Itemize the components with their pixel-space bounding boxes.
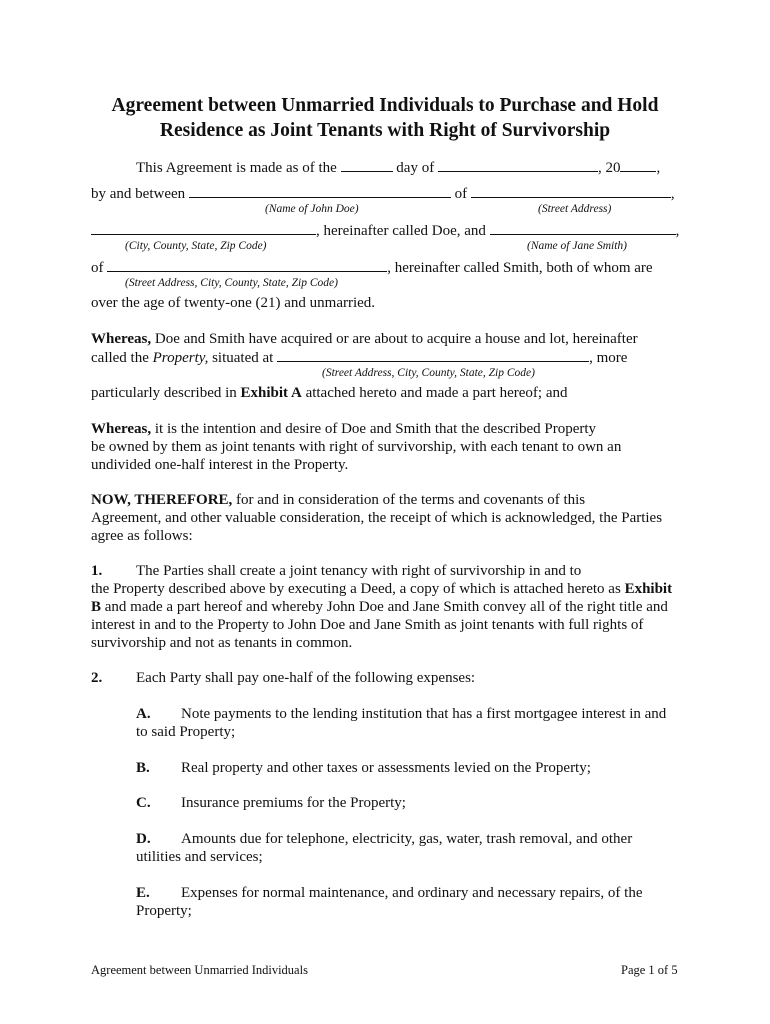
whereas-1-line-3 bbox=[91, 385, 568, 402]
day-blank[interactable] bbox=[341, 159, 393, 172]
now-therefore-line-1 bbox=[91, 492, 585, 509]
whereas-1-text: , more bbox=[589, 350, 628, 366]
whereas-2-text: it is the intention and desire of Doe and Smith that the described Property bbox=[151, 421, 597, 437]
comma: , bbox=[675, 223, 680, 239]
label-city-county-state-zip: (City, County, State, Zip Code) bbox=[125, 240, 267, 252]
whereas-1-text: Doe and Smith have acquired or are about to acquire a house and lot, hereinafter bbox=[151, 331, 638, 347]
whereas-1-text: situated at bbox=[208, 350, 274, 366]
item-d-line-1: Amounts due for telephone, electricity, gas, water, trash removal, and other bbox=[181, 831, 633, 847]
item-e-line-2: Property; bbox=[136, 903, 192, 919]
document-title-line-1: Agreement between Unmarried Individuals to Purchase and Hold bbox=[111, 95, 659, 116]
item-a-line-1: Note payments to the lending institution that has a first mortgagee interest in and bbox=[181, 706, 667, 722]
whereas-1-line-2 bbox=[91, 349, 627, 367]
now-therefore-line-3: agree as follows: bbox=[91, 528, 193, 544]
exhibit-term: Exhibit bbox=[624, 581, 673, 597]
item-c-line-1: Insurance premiums for the Property; bbox=[181, 795, 406, 811]
smith-address-blank[interactable] bbox=[107, 259, 387, 272]
by-and-between-line bbox=[91, 185, 675, 203]
city-line bbox=[91, 222, 679, 240]
hereinafter-doe-text: , hereinafter called Doe, and bbox=[316, 223, 486, 239]
item-a-line-2: to said Property; bbox=[136, 724, 236, 740]
footer-title: Agreement between Unmarried Individuals bbox=[91, 963, 308, 977]
over-age-text: over the age of twenty-one (21) and unmarried. bbox=[91, 295, 376, 311]
by-and-between-text: by and between bbox=[91, 186, 186, 202]
section-2-text: Each Party shall pay one-half of the following expenses: bbox=[136, 670, 476, 686]
month-blank[interactable] bbox=[438, 159, 598, 172]
hereinafter-smith-text: , hereinafter called Smith, both of whom are bbox=[387, 260, 653, 276]
jane-smith-name-blank[interactable] bbox=[490, 222, 676, 235]
year-suffix-text: , bbox=[656, 160, 661, 176]
made-as-of-text: This Agreement is made as of the bbox=[136, 160, 337, 176]
section-2-number: 2. bbox=[91, 670, 103, 686]
year-prefix-text: , 20 bbox=[597, 160, 621, 176]
whereas-2-line-3: undivided one-half interest in the Property. bbox=[91, 457, 349, 473]
whereas-2-lead: Whereas, bbox=[91, 421, 152, 437]
item-c-letter: C. bbox=[136, 795, 151, 811]
section-1-line-1: The Parties shall create a joint tenancy with right of survivorship in and to bbox=[136, 563, 582, 579]
section-1-line-5: survivorship and not as tenants in common. bbox=[91, 635, 353, 651]
label-name-jane-smith: (Name of Jane Smith) bbox=[527, 240, 627, 252]
john-doe-name-blank[interactable] bbox=[189, 185, 451, 198]
exhibit-b-term: B bbox=[91, 599, 102, 615]
day-of-text: day of bbox=[396, 160, 435, 176]
section-1-text: and made a part hereof and whereby John Doe and Jane Smith convey all of the right title and bbox=[101, 599, 668, 615]
section-1-line-3 bbox=[91, 599, 668, 616]
label-property-address: (Street Address, City, County, State, Zip Code) bbox=[322, 367, 535, 379]
comma: , bbox=[670, 186, 675, 202]
now-therefore-text: for and in consideration of the terms and covenants of this bbox=[232, 492, 586, 508]
item-b-line-1: Real property and other taxes or assessments levied on the Property; bbox=[181, 760, 591, 776]
document-title-line-2: Residence as Joint Tenants with Right of Survivorship bbox=[159, 120, 611, 141]
whereas-1-text: attached hereto and made a part hereof; and bbox=[301, 385, 568, 401]
property-address-blank[interactable] bbox=[277, 349, 589, 362]
page-number: Page 1 of 5 bbox=[621, 963, 678, 977]
now-therefore-lead: NOW, THEREFORE, bbox=[91, 492, 233, 508]
whereas-1-text: called the bbox=[91, 350, 153, 366]
whereas-2-line-1 bbox=[91, 421, 596, 438]
street-address-blank[interactable] bbox=[471, 185, 671, 198]
section-1-number: 1. bbox=[91, 563, 103, 579]
smith-address-line bbox=[91, 259, 653, 277]
whereas-2-line-2: be owned by them as joint tenants with right of survivorship, with each tenant to own an bbox=[91, 439, 622, 455]
year-blank[interactable] bbox=[620, 159, 656, 172]
section-1-line-4: interest in and to the Property to John Doe and Jane Smith as joint tenants with full rights of bbox=[91, 617, 644, 633]
item-d-line-2: utilities and services; bbox=[136, 849, 263, 865]
whereas-1-text: particularly described in bbox=[91, 385, 241, 401]
item-e-letter: E. bbox=[136, 885, 150, 901]
label-street-address-full: (Street Address, City, County, State, Zip Code) bbox=[125, 277, 338, 289]
of-text-2: of bbox=[91, 260, 104, 276]
city-county-state-zip-blank[interactable] bbox=[91, 222, 316, 235]
item-d-letter: D. bbox=[136, 831, 151, 847]
section-1-line-2 bbox=[91, 581, 672, 598]
property-term: Property, bbox=[152, 350, 209, 366]
label-name-john-doe: (Name of John Doe) bbox=[265, 203, 359, 215]
whereas-1-lead: Whereas, bbox=[91, 331, 152, 347]
label-street-address: (Street Address) bbox=[538, 203, 612, 215]
whereas-1-line-1 bbox=[91, 331, 638, 348]
section-1-text: the Property described above by executing a Deed, a copy of which is attached hereto as bbox=[91, 581, 625, 597]
item-a-letter: A. bbox=[136, 706, 151, 722]
exhibit-a-term: Exhibit A bbox=[240, 385, 302, 401]
now-therefore-line-2: Agreement, and other valuable consideration, the receipt of which is acknowledged, the Parties bbox=[91, 510, 663, 526]
item-e-line-1: Expenses for normal maintenance, and ordinary and necessary repairs, of the bbox=[181, 885, 643, 901]
item-b-letter: B. bbox=[136, 760, 150, 776]
intro-line bbox=[136, 159, 660, 177]
of-text: of bbox=[454, 186, 468, 202]
